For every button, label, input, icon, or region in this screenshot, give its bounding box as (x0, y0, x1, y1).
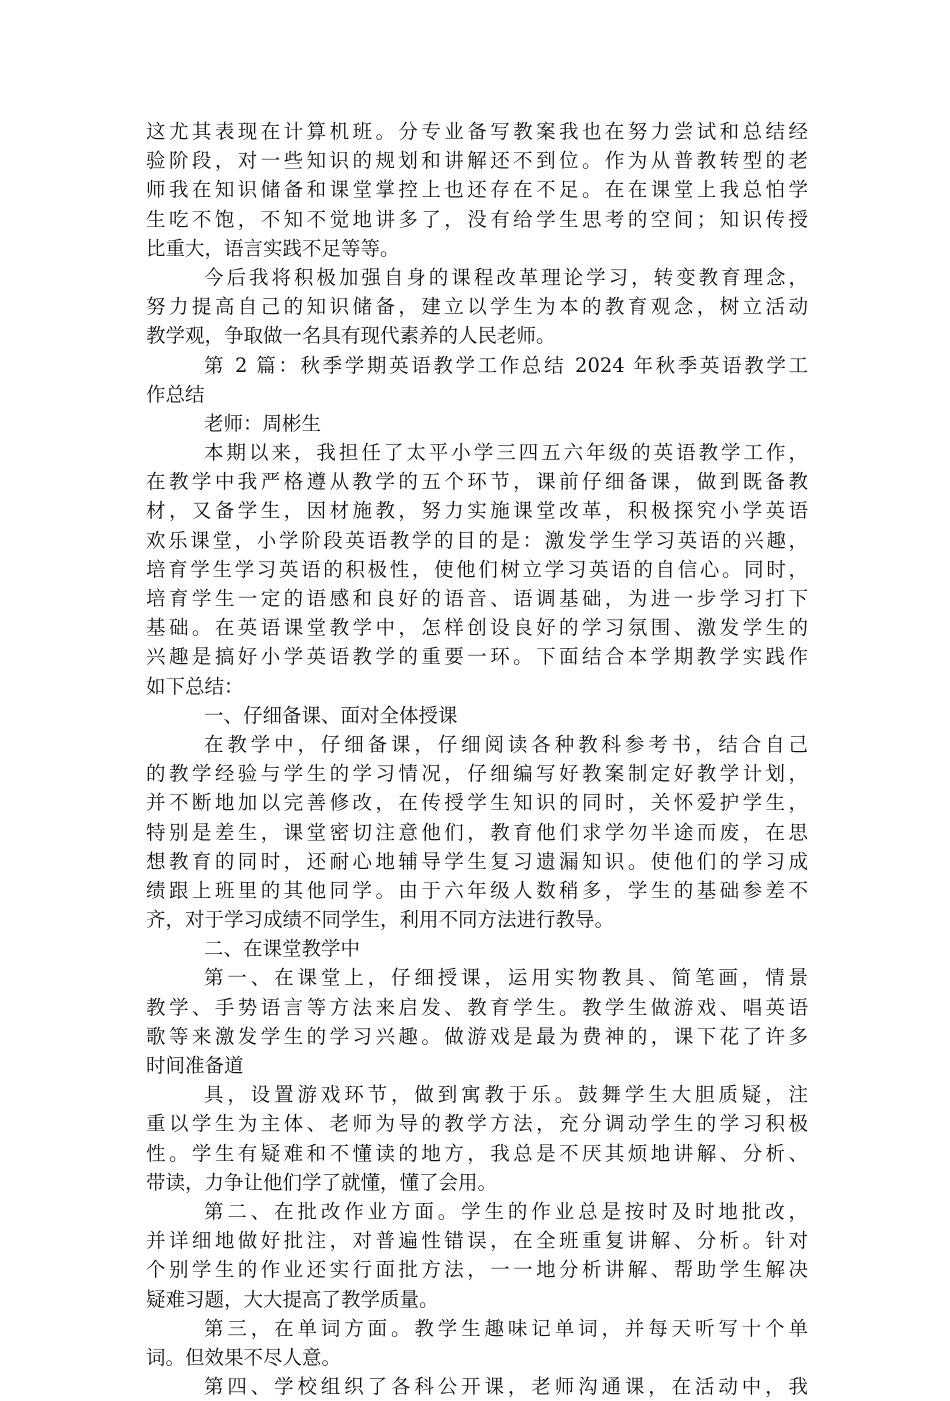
text-line: 本期以来，我担任了太平小学三四五六年级的英语教学工作， (204, 441, 808, 465)
document-page (146, 117, 808, 1401)
text-line: 性。学生有疑难和不懂读的地方，我总是不厌其烦地讲解、分析、 (146, 1141, 808, 1165)
text-line: 特别是差生，课堂密切注意他们，教育他们求学勿半途而废，在思 (146, 820, 808, 844)
text-line: 验阶段，对一些知识的规划和讲解还不到位。作为从普教转型的老 (146, 149, 808, 173)
text-line: 带读，力争让他们学了就懂，懂了会用。 (146, 1170, 498, 1194)
text-line: 努力提高自己的知识储备，建立以学生为本的教育观念，树立活动 (146, 295, 808, 319)
text-line: 绩跟上班里的其他同学。由于六年级人数稍多，学生的基础参差不 (146, 878, 808, 902)
text-line: 作总结 (146, 382, 205, 406)
text-line: 第二、在批改作业方面。学生的作业总是按时及时地批改， (204, 1199, 808, 1223)
text-line: 词。但效果不尽人意。 (146, 1345, 342, 1369)
text-line: 第四、学校组织了各科公开课，老师沟通课，在活动中，我 (204, 1375, 808, 1399)
text-line: 想教育的同时，还耐心地辅导学生复习遗漏知识。使他们的学习成 (146, 849, 808, 873)
text-line: 第三，在单词方面。教学生趣味记单词，并每天听写十个单 (204, 1316, 808, 1340)
text-line: 欢乐课堂，小学阶段英语教学的目的是：激发学生学习英语的兴趣， (146, 528, 808, 552)
text-line: 如下总结： (146, 674, 244, 698)
text-line: 兴趣是搞好小学英语教学的重要一环。下面结合本学期教学实践作 (146, 645, 808, 669)
text-line: 并不断地加以完善修改，在传授学生知识的同时，关怀爱护学生， (146, 791, 808, 815)
text-line: 在教学中我严格遵从教学的五个环节，课前仔细备课，做到既备教 (146, 470, 808, 494)
text-line: 在教学中，仔细备课，仔细阅读各种教科参考书，结合自己 (204, 732, 808, 756)
text-line: 培育学生学习英语的积极性，使他们树立学习英语的自信心。同时， (146, 557, 808, 581)
text-line: 二、在课堂教学中 (204, 937, 361, 961)
text-line: 教学观，争取做一名具有现代素养的人民老师。 (146, 324, 556, 348)
text-line: 第一、在课堂上，仔细授课，运用实物教具、简笔画，情景 (204, 966, 808, 990)
text-line: 材，又备学生，因材施教，努力实施课堂改革，积极探究小学英语 (146, 499, 808, 523)
text-line: 歌等来激发学生的学习兴趣。做游戏是最为费神的，课下花了许多 (146, 1024, 808, 1048)
text-line: 一、仔细备课、面对全体授课 (204, 703, 458, 727)
text-line: 比重大，语言实践不足等等。 (146, 236, 400, 260)
text-line: 疑难习题，大大提高了教学质量。 (146, 1287, 439, 1311)
text-line: 齐，对于学习成绩不同学生，利用不同方法进行教导。 (146, 908, 615, 932)
text-line: 基础。在英语课堂教学中，怎样创设良好的学习氛围、激发学生的 (146, 616, 808, 640)
text-line: 生吃不饱，不知不觉地讲多了，没有给学生思考的空间；知识传授 (146, 207, 808, 231)
text-line: 重以学生为主体、老师为导的教学方法，充分调动学生的学习积极 (146, 1112, 808, 1136)
text-line: 具，设置游戏环节，做到寓教于乐。鼓舞学生大胆质疑，注 (204, 1083, 808, 1107)
text-line: 这尤其表现在计算机班。分专业备写教案我也在努力尝试和总结经 (146, 120, 808, 143)
text-line: 第 2 篇：秋季学期英语教学工作总结 2024 年秋季英语教学工 (204, 353, 808, 377)
text-line: 教学、手势语言等方法来启发、教育学生。教学生做游戏、唱英语 (146, 995, 808, 1019)
text-line: 培育学生一定的语感和良好的语音、语调基础，为进一步学习打下 (146, 587, 808, 610)
text-line: 老师：周彬生 (204, 411, 322, 435)
text-line: 的教学经验与学生的学习情况，仔细编写好教案制定好教学计划， (146, 762, 808, 786)
text-line: 并详细地做好批注，对普遍性错误，在全班重复讲解、分析。针对 (146, 1229, 808, 1253)
text-line: 今后我将积极加强自身的课程改革理论学习，转变教育理念， (204, 265, 808, 289)
text-line: 师我在知识储备和课堂掌控上也还存在不足。在在课堂上我总怕学 (146, 178, 808, 202)
text-line: 时间准备道 (146, 1054, 244, 1077)
text-line: 个别学生的作业还实行面批方法，一一地分析讲解、帮助学生解决 (146, 1258, 808, 1282)
